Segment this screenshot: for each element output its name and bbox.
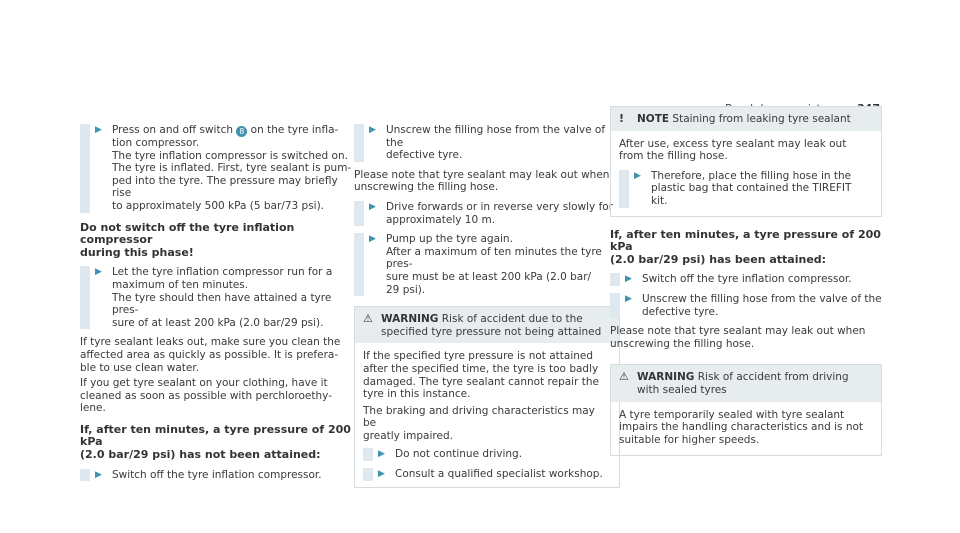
heading-do-not-switch-off: Do not switch off the tyre inflation compressor during this phase! [80, 220, 295, 259]
text-line: Consult a qualified specialist workshop. [395, 468, 603, 481]
heading-attained: If, after ten minutes, a tyre pressure of 200 kPa (2.0 bar/29 psi) has been attained: [610, 227, 881, 266]
step-bar [80, 266, 90, 329]
text-line: to approximately 500 kPa (5 bar/73 psi). [112, 199, 325, 212]
text-line: After a maximum of ten minutes the tyre pres- [386, 245, 602, 271]
step-switch-off [80, 469, 355, 482]
column-2 [354, 124, 620, 488]
notice-body [611, 131, 881, 216]
text-line: The tyre inflation compressor is switched on. [112, 149, 348, 162]
step-arrow-icon: ▶ [625, 274, 632, 285]
step-arrow-icon: ▶ [634, 170, 641, 181]
paragraph-leak-note-2: Please note that tyre sealant may leak out when unscrewing the filling hose. [610, 325, 866, 350]
warning-body [355, 343, 619, 486]
step-arrow-icon: ▶ [378, 469, 385, 480]
text-line: plastic bag that contained the TIREFIT [651, 182, 852, 195]
step-bar [354, 233, 364, 296]
step-bar [80, 124, 90, 213]
step-bar [619, 170, 629, 208]
text-line: Switch off the tyre inflation compressor. [642, 273, 852, 286]
warning-paragraph: If the specified tyre pressure is not attained after the specified time, the tyre is too badly damaged. The tyre sealant cannot repair the tyre in this instance. [363, 350, 599, 401]
warning-paragraph: A tyre temporarily sealed with tyre sealant impairs the handling characteristics and is not suitable for higher speeds. [619, 408, 864, 446]
text-line: sure must be at least 200 kPa (2.0 bar/ [386, 270, 592, 283]
callout-badge: 8 [236, 126, 247, 137]
step-bar [363, 468, 373, 481]
step-arrow-icon: ▶ [625, 293, 632, 304]
text-line: Let the tyre inflation compressor run for a [112, 266, 333, 279]
text-line: Do not continue driving. [395, 448, 523, 461]
step-unscrew-hose-2 [610, 293, 882, 318]
step-let-run [80, 266, 355, 329]
step-bar [610, 293, 620, 318]
warning-triangle-icon: ⚠ [363, 312, 373, 326]
text-line: defective tyre. [386, 149, 463, 162]
step-consult-workshop [363, 468, 611, 481]
step-place-hose [619, 170, 873, 208]
warning-keyword: WARNING [381, 313, 439, 326]
text-line: maximum of ten minutes. [112, 278, 249, 291]
paragraph-sealant-leaks: If tyre sealant leaks out, make sure you clean the affected area as quickly as possible. It is prefera- ble to use clean water. [80, 336, 341, 374]
step-bar [354, 124, 364, 162]
notice-paragraph: After use, excess tyre sealant may leak out from the filling hose. [619, 137, 847, 163]
step-bar [363, 448, 373, 461]
column-1 [80, 124, 355, 488]
text-line: Pump up the tyre again. [386, 233, 513, 246]
notice-header: ! NOTE Staining from leaking tyre sealant [611, 107, 881, 131]
heading-not-attained: If, after ten minutes, a tyre pressure of 200 kPa (2.0 bar/29 psi) has not been attained: [80, 422, 351, 462]
text-line: ped into the tyre. The pressure may briefly rise [112, 174, 338, 200]
text-line: sure of at least 200 kPa (2.0 bar/29 psi). [112, 316, 324, 329]
warning-box-sealed-tyres [610, 364, 882, 456]
step-arrow-icon: ▶ [369, 234, 376, 245]
step-arrow-icon: ▶ [369, 201, 376, 212]
text-line: tion compressor. [112, 137, 200, 149]
step-switch-off-compressor [610, 273, 882, 286]
text-line: Therefore, place the filling hose in the [651, 169, 852, 182]
text-line: Unscrew the filling hose from the valve of the [642, 292, 882, 305]
step-arrow-icon: ▶ [378, 449, 385, 460]
step-bar [80, 469, 90, 482]
paragraph-leak-note: Please note that tyre sealant may leak out when unscrewing the filling hose. [354, 168, 610, 194]
exclamation-icon: ! [619, 112, 625, 125]
text-line: The tyre should then have attained a tyre pres- [112, 291, 332, 317]
text-line: Switch off the tyre inflation compressor. [112, 468, 322, 481]
step-press-switch [80, 124, 355, 213]
text-line: 29 psi). [386, 283, 426, 296]
step-do-not-drive [363, 448, 611, 461]
warning-header: ⚠ WARNING Risk of accident from driving with sealed tyres [611, 365, 881, 401]
paragraph-clothing: If you get tyre sealant on your clothing, have it cleaned as soon as possible with perchloroethy- lene. [80, 377, 332, 415]
step-pump-up [354, 233, 620, 296]
step-bar [354, 201, 364, 226]
text-line: approximately 10 m. [386, 213, 496, 226]
notice-box-staining [610, 106, 882, 217]
text-line: kit. [651, 194, 668, 207]
warning-triangle-icon: ⚠ [619, 370, 629, 384]
step-drive-slowly [354, 201, 620, 226]
step-arrow-icon: ▶ [369, 125, 376, 135]
warning-body [611, 402, 881, 456]
text-line: Unscrew the filling hose from the valve of the [386, 124, 606, 149]
column-3 [610, 112, 882, 456]
warning-header: ⚠ WARNING Risk of accident due to the specified tyre pressure not being attained [355, 307, 619, 343]
notice-keyword: NOTE [637, 113, 670, 125]
text-line: The tyre is inflated. First, tyre sealant is pum- [112, 162, 352, 175]
step-unscrew-hose [354, 124, 620, 162]
step-arrow-icon: ▶ [95, 125, 102, 135]
step-arrow-icon: ▶ [95, 267, 102, 278]
warning-paragraph: The braking and driving characteristics may be greatly impaired. [363, 404, 595, 442]
step-arrow-icon: ▶ [95, 469, 102, 480]
warning-box-pressure [354, 306, 620, 488]
step-bar [610, 273, 620, 286]
text-line: Press on and off switch 8 on the tyre infla- [112, 124, 339, 136]
text-line: Drive forwards or in reverse very slowly for [386, 200, 614, 213]
warning-keyword: WARNING [637, 371, 695, 384]
text-line: defective tyre. [642, 305, 719, 318]
